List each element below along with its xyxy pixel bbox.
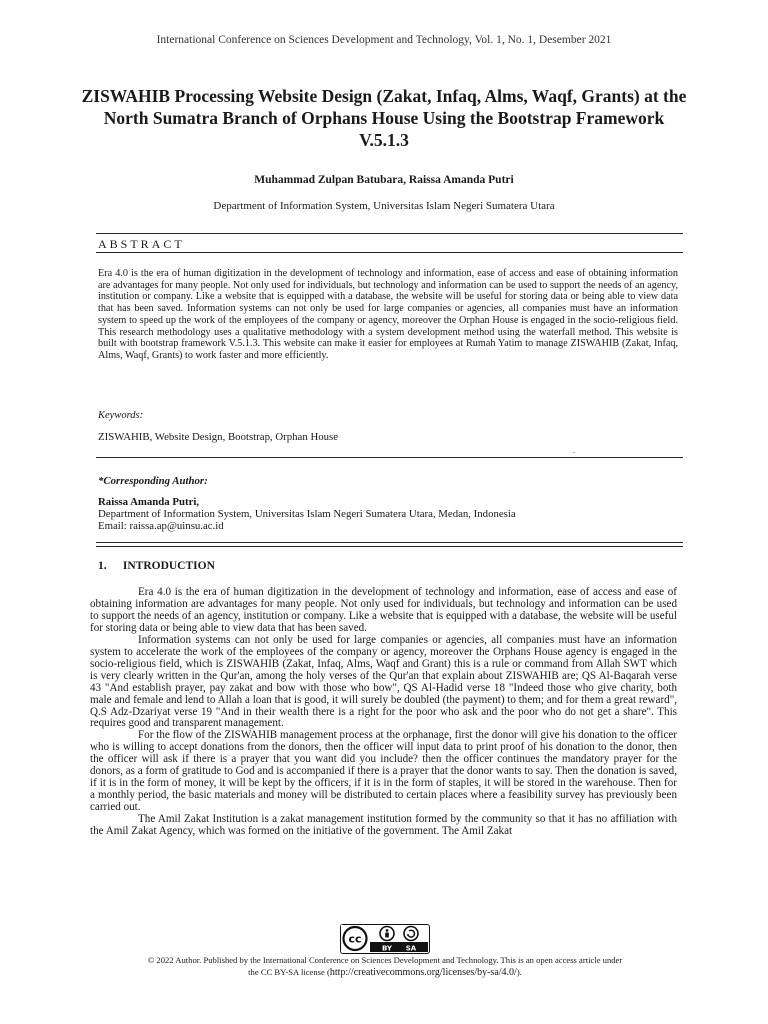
keywords-rule	[96, 457, 683, 458]
cc-by-sa-badge	[340, 924, 430, 954]
author-affiliation: Department of Information System, Universitas Islam Negeri Sumatera Utara	[213, 200, 555, 212]
paragraph: For the flow of the ZISWAHIB management process at the orphanage, first the donor will give his donation to the officer who is willing to accept donations from the donors, then the officer will input data to print proof of his donation to the donor, then the officer will ask if there is a prayer that you want did you include? then the officer continues the mandatory prayer for the donors, as a form of gratitude to God and is accompanied if there is a prayer that the donor wants to say. Then the donation is saved, if it is in the form of money, it will be kept by the officers, if it is in the form of staples, it will be stored in the warehouse. Then for a monthly period, the basic materials and money will be distributed to certain places where a feasibility survey has previously been carried out.	[90, 729, 677, 814]
abstract-heading-rule	[96, 252, 683, 253]
author-list: Muhammad Zulpan Batubara, Raissa Amanda Putri	[254, 174, 514, 186]
footer-line-2	[90, 966, 680, 979]
corresponding-author-label: *Corresponding Author:	[98, 475, 208, 487]
cc-badge-graphic	[341, 925, 428, 952]
footer-line-1: © 2022 Author. Published by the International Conference on Sciences Development and Technology. This is an open access article under	[147, 955, 623, 965]
paper-title: ZISWAHIB Processing Website Design (Zakat, Infaq, Alms, Waqf, Grants) at the North Sumatra Branch of Orphans House Using the Bootstrap Framework V.5.1.3	[81, 86, 687, 150]
abstract-heading: ABSTRACT	[98, 237, 185, 251]
cc-icon-text: cc	[348, 932, 362, 946]
keywords-label: Keywords:	[98, 410, 144, 421]
paragraph: Information systems can not only be used for large companies or agencies, all companies must have an information system to accelerate the work of the employees of the company or agency, moreover the Orphans House agency is engaged in the socio-religious field, which is ZISWAHIB (Zakat, Infaq, Alms, Waqf and Grant) this is a rule or command from Allah SWT which is very clearly written in the Qur'an, among the holy verses of the Qur'an that explain about ZISWAHIB are; QS Al-Baqarah verse 43 "And establish prayer, pay zakat and bow with those who bow", QS Al-Hadid verse 18 "Indeed those who give charity, both male and female and lend to Allah a loan that is good, it will surely be doubled (the payment) to them; and for them a great reward", Q.S Adz-Dzariyat verse 19 "And in their wealth there is a right for the poor who ask and the poor who do not get a share". This requires good and transparent management.	[90, 633, 677, 730]
corresponding-author-name: Raissa Amanda Putri,	[98, 496, 200, 508]
keywords-list: ZISWAHIB, Website Design, Bootstrap, Orphan House	[98, 431, 339, 443]
paragraph: Era 4.0 is the era of human digitization in the development of technology and information, ease of access and ease of obtaining information are advantages for many people. Not only used for individuals, but technology and information can be used to support the needs of an agency, institution or company. Like a website that is equipped with a database, the website will be useful for storing data or being able to view data that has been saved.	[90, 586, 677, 634]
abstract-top-rule	[96, 233, 683, 234]
footer-license-suffix: ).	[516, 967, 522, 977]
running-header: International Conference on Sciences Development and Technology, Vol. 1, No. 1, Desember 2021	[156, 34, 612, 46]
introduction-heading	[98, 560, 215, 572]
license-footer	[90, 954, 680, 979]
sa-share-alike-icon	[404, 927, 418, 941]
corresponding-author-department: Department of Information System, Universitas Islam Negeri Sumatera Utara, Medan, Indonesia	[98, 508, 516, 520]
license-url-link[interactable]: http://creativecommons.org/licenses/by-sa/4.0/	[329, 967, 517, 978]
front-matter-rule-2	[96, 546, 683, 547]
section-title: INTRODUCTION	[122, 560, 215, 572]
section-number: 1.	[98, 560, 107, 572]
paragraph: The Amil Zakat Institution is a zakat management institution formed by the community so that it has no affiliation with the Amil Zakat Agency, which was formed on the initiative of the government. The Amil Zakat	[90, 813, 677, 838]
abstract-body: Era 4.0 is the era of human digitization in the development of technology and information, ease of access and ease of obtaining information are advantages for many people. Not only used for individuals, but technology and information can be used to support the needs of an agency, institution or company. Like a website that is equipped with a database, the website will be useful for storing data or being able to view data that has been saved. Information systems can not only be used for large companies or agencies, all companies must have an information system to speed up the work of the employees of the company or agency, moreover the Orphan House is engaged in the socio-religious field. This research methodology uses a qualitative methodology with a system development method using the waterfall method. This website is built with bootstrap framework V.5.1.3. This website can make it easier for employees at Rumah Yatim to manage ZISWAHIB (Zakat, Infaq, Alms, Waqf, Grants) to work faster and more efficiently.	[98, 268, 678, 361]
corresponding-author-email: Email: raissa.ap@uinsu.ac.id	[98, 520, 224, 532]
stray-mark: .	[573, 446, 575, 455]
front-matter-rule-1	[96, 542, 683, 543]
by-label: BY	[381, 944, 393, 952]
sa-label: SA	[405, 944, 417, 952]
introduction-body	[90, 587, 677, 838]
footer-license-prefix: the CC BY-SA license (	[248, 967, 330, 977]
